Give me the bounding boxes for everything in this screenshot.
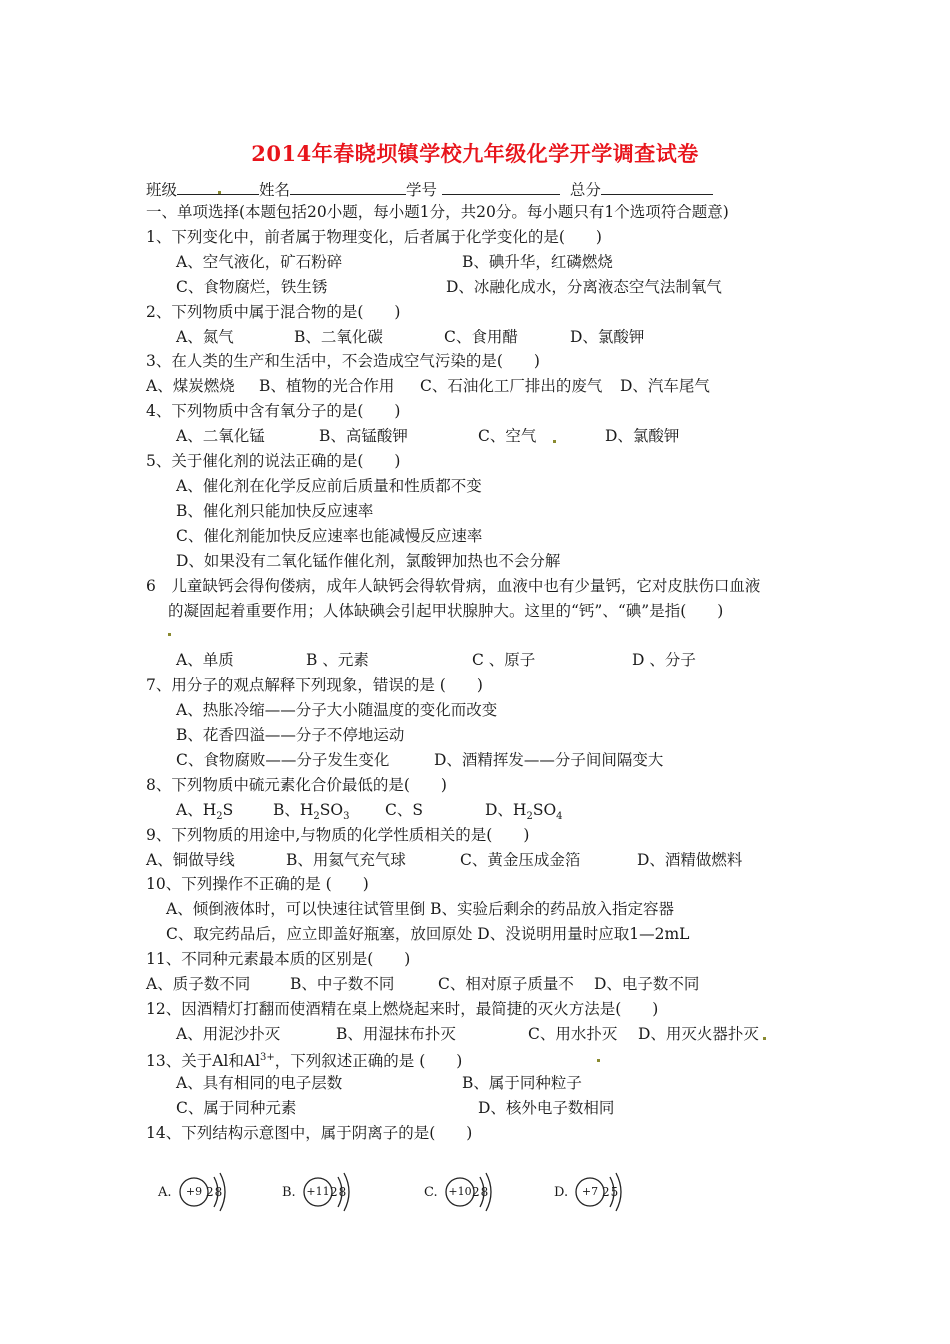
- question-1-option-d: D、冰融化成水，分离液态空气法制氧气: [446, 278, 722, 296]
- option-c-label: C.: [424, 1185, 438, 1200]
- question-2-option-d: D、氯酸钾: [570, 328, 645, 346]
- question-11-option-a: A、质子数不同: [146, 975, 251, 993]
- atom-d-nucleus: +7: [581, 1185, 599, 1198]
- question-13-option-b: B、属于同种粒子: [462, 1074, 582, 1092]
- question-13-stem: 13、关于Al和$Al^{3+}$，下列叙述正确的是 ( ): [146, 1052, 463, 1071]
- atom-d-electrons: 25: [602, 1185, 620, 1199]
- artifact-dot: [597, 1059, 600, 1062]
- class-label: 班级: [146, 181, 178, 199]
- question-4-option-a: A、二氧化锰: [176, 427, 265, 445]
- artifact-dot: [168, 633, 171, 636]
- question-8-stem: 8、下列物质中硫元素化合价最低的是( ): [146, 776, 447, 794]
- question-7-option-c: C、食物腐败——分子发生变化: [176, 751, 390, 769]
- question-6-option-b: B 、元素: [306, 651, 369, 669]
- question-4-option-c: C、空气: [478, 427, 537, 445]
- atom-c-electrons: 28: [472, 1185, 490, 1199]
- question-12-option-c: C、用水扑灭: [528, 1025, 618, 1043]
- question-9-option-d: D、酒精做燃料: [637, 851, 743, 869]
- question-2-option-a: A、氮气: [176, 328, 234, 346]
- question-1-option-a: A、空气液化，矿石粉碎: [176, 253, 343, 271]
- artifact-dot: [218, 191, 221, 194]
- question-1-option-c: C、食物腐烂，铁生锈: [176, 278, 328, 296]
- question-6-stem: 6 儿童缺钙会得佝偻病，成年人缺钙会得软骨病，血液中也有少量钙，它对皮肤伤口血液: [146, 577, 761, 595]
- question-7-option-d: D、酒精挥发——分子间间隔变大: [434, 751, 664, 769]
- question-12-option-a: A、用泥沙扑灭: [176, 1025, 281, 1043]
- question-11-option-d: D、电子数不同: [594, 975, 700, 993]
- question-2-stem: 2、下列物质中属于混合物的是( ): [146, 303, 401, 321]
- question-4-option-d: D、氯酸钾: [605, 427, 680, 445]
- atom-b-electrons: 28: [330, 1185, 348, 1199]
- question-6-stem-continued: 的凝固起着重要作用；人体缺碘会引起甲状腺肿大。这里的“钙”、“碘”是指( ): [168, 602, 724, 620]
- name-label: 姓名: [259, 181, 291, 199]
- score-label: 总分: [569, 181, 601, 199]
- atom-structure-diagrams: [0, 1165, 950, 1225]
- question-5-option-d: D、如果没有二氧化锰作催化剂，氯酸钾加热也不会分解: [176, 552, 561, 570]
- question-8-option-b: B、$H_2SO_3$: [273, 801, 350, 823]
- option-a-label: A.: [158, 1185, 172, 1200]
- question-3-option-b: B、植物的光合作用: [259, 377, 395, 395]
- question-10-options-cd: C、取完药品后，应立即盖好瓶塞，放回原处 D、没说明用量时应取1—2mL: [166, 925, 690, 943]
- question-13-option-c: C、属于同种元素: [176, 1099, 297, 1117]
- question-13-option-a: A、具有相同的电子层数: [176, 1074, 343, 1092]
- artifact-dot: [763, 1037, 766, 1040]
- question-5-option-c: C、催化剂能加快反应速率也能减慢反应速率: [176, 527, 483, 545]
- atom-a-nucleus: +9: [185, 1185, 203, 1198]
- number-label: 学号: [406, 181, 438, 199]
- question-13-option-d: D、核外电子数相同: [478, 1099, 615, 1117]
- question-9-option-a: A、铜做导线: [146, 851, 235, 869]
- question-7-option-a: A、热胀冷缩——分子大小随温度的变化而改变: [176, 701, 498, 719]
- section-heading: 一、单项选择(本题包括20小题，每小题1分，共20分。每小题只有1个选项符合题意): [146, 203, 729, 221]
- question-6-option-a: A、单质: [176, 651, 234, 669]
- question-8-option-c: C、S: [385, 801, 423, 819]
- question-1-option-b: B、碘升华，红磷燃烧: [462, 253, 613, 271]
- question-4-stem: 4、下列物质中含有氧分子的是( ): [146, 402, 401, 420]
- question-9-option-b: B、用氦气充气球: [286, 851, 406, 869]
- question-11-option-b: B、中子数不同: [290, 975, 395, 993]
- question-5-option-b: B、催化剂只能加快反应速率: [176, 502, 374, 520]
- question-8-option-d: D、$H_2SO_4$: [485, 801, 563, 823]
- question-2-option-b: B、二氧化碳: [294, 328, 383, 346]
- question-9-stem: 9、下列物质的用途中,与物质的化学性质相关的是( ): [146, 826, 530, 844]
- score-blank[interactable]: [601, 177, 713, 195]
- atom-b-nucleus: +11: [306, 1185, 330, 1198]
- question-6-option-c: C 、原子: [472, 651, 536, 669]
- question-4-option-b: B、高锰酸钾: [319, 427, 408, 445]
- number-blank[interactable]: [442, 177, 560, 195]
- question-7-stem: 7、用分子的观点解释下列现象，错误的是 ( ): [146, 676, 483, 694]
- question-6-option-d: D 、分子: [632, 651, 696, 669]
- question-10-stem: 10、下列操作不正确的是 ( ): [146, 875, 369, 893]
- atom-c-nucleus: +10: [448, 1185, 472, 1198]
- question-9-option-c: C、黄金压成金箔: [460, 851, 581, 869]
- question-12-option-d: D、用灭火器扑灭: [638, 1025, 759, 1043]
- question-10-options-ab: A、倾倒液体时，可以快速往试管里倒 B、实验后剩余的药品放入指定容器: [166, 900, 675, 918]
- exam-title: 2014年春晓坝镇学校九年级化学开学调查试卷: [251, 141, 699, 166]
- question-3-option-c: C、石油化工厂排出的废气: [420, 377, 603, 395]
- question-3-stem: 3、在人类的生产和生活中，不会造成空气污染的是( ): [146, 352, 540, 370]
- name-blank[interactable]: [290, 177, 406, 195]
- question-3-option-d: D、汽车尾气: [620, 377, 710, 395]
- question-8-option-a: A、$H_2S$: [176, 801, 234, 823]
- artifact-dot: [553, 440, 556, 443]
- question-1-stem: 1、下列变化中，前者属于物理变化，后者属于化学变化的是( ): [146, 228, 602, 246]
- question-3-option-a: A、煤炭燃烧: [146, 377, 235, 395]
- question-11-stem: 11、不同种元素最本质的区别是( ): [146, 950, 411, 968]
- question-5-option-a: A、催化剂在化学反应前后质量和性质都不变: [176, 477, 482, 495]
- question-5-stem: 5、关于催化剂的说法正确的是( ): [146, 452, 401, 470]
- option-d-label: D.: [554, 1185, 569, 1200]
- option-b-label: B.: [282, 1185, 296, 1200]
- question-12-option-b: B、用湿抹布扑灭: [336, 1025, 456, 1043]
- atom-a-electrons: 28: [206, 1185, 224, 1199]
- question-7-option-b: B、花香四溢——分子不停地运动: [176, 726, 405, 744]
- student-info-line: [146, 177, 713, 200]
- question-14-stem: 14、下列结构示意图中，属于阴离子的是( ): [146, 1124, 473, 1142]
- question-11-option-c: C、相对原子质量不: [438, 975, 574, 993]
- question-12-stem: 12、因酒精灯打翻而使酒精在桌上燃烧起来时，最简捷的灭火方法是( ): [146, 1000, 659, 1018]
- question-2-option-c: C、食用醋: [444, 328, 518, 346]
